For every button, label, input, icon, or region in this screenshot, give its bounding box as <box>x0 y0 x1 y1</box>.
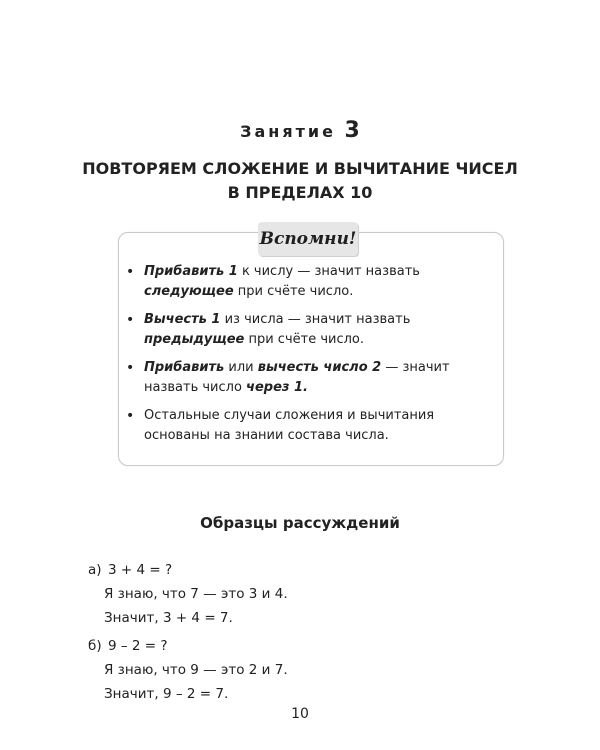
rule-text: — значит назвать число <box>144 360 450 395</box>
example-b <box>88 634 288 706</box>
rule-item <box>124 262 500 302</box>
rule-item <box>124 310 500 350</box>
bullet-icon: • <box>126 312 135 328</box>
example-question: 9 – 2 = ? <box>108 638 168 654</box>
rule-text: при счёте число. <box>244 332 365 347</box>
rule-text: Остальные случаи сложения и вычитания основаны на знании состава числа. <box>144 408 435 443</box>
lesson-word: Занятие <box>240 122 336 141</box>
bullet-icon: • <box>126 264 135 280</box>
lesson-number: 3 <box>344 118 360 143</box>
emphasis-text: через 1. <box>246 380 308 395</box>
examples-title: Образцы рассуждений <box>200 514 400 532</box>
remember-badge: Вспомни! <box>258 222 358 256</box>
example-question: 3 + 4 = ? <box>108 562 173 578</box>
example-a <box>88 558 288 630</box>
emphasis-text: Прибавить 1 <box>144 264 238 279</box>
example-line: Значит, 3 + 4 = 7. <box>104 610 233 626</box>
title-line-2: В ПРЕДЕЛАХ 10 <box>227 183 373 202</box>
rule-item <box>124 358 500 398</box>
rule-item <box>124 406 500 446</box>
emphasis-text: Вычесть 1 <box>144 312 221 327</box>
emphasis-text: вычесть число 2 <box>257 360 382 375</box>
example-label: а) <box>88 562 102 578</box>
lesson-heading <box>0 118 600 143</box>
emphasis-text: предыдущее <box>144 332 245 347</box>
bullet-icon: • <box>126 408 135 424</box>
example-label: б) <box>88 638 102 654</box>
emphasis-text: следующее <box>144 284 234 299</box>
page-title <box>0 157 600 205</box>
rule-list <box>124 262 500 454</box>
bullet-icon: • <box>126 360 135 376</box>
example-line: Значит, 9 – 2 = 7. <box>104 686 229 702</box>
page-number: 10 <box>291 706 309 722</box>
title-line-1: ПОВТОРЯЕМ СЛОЖЕНИЕ И ВЫЧИТАНИЕ ЧИСЕЛ <box>82 159 518 178</box>
rule-text: или <box>224 360 258 375</box>
example-line: Я знаю, что 7 — это 3 и 4. <box>104 586 288 602</box>
rule-text: из числа — значит назвать <box>220 312 411 327</box>
example-line: Я знаю, что 9 — это 2 и 7. <box>104 662 288 678</box>
rule-text: к числу — значит назвать <box>237 264 420 279</box>
emphasis-text: Прибавить <box>144 360 225 375</box>
rule-text: при счёте число. <box>233 284 354 299</box>
